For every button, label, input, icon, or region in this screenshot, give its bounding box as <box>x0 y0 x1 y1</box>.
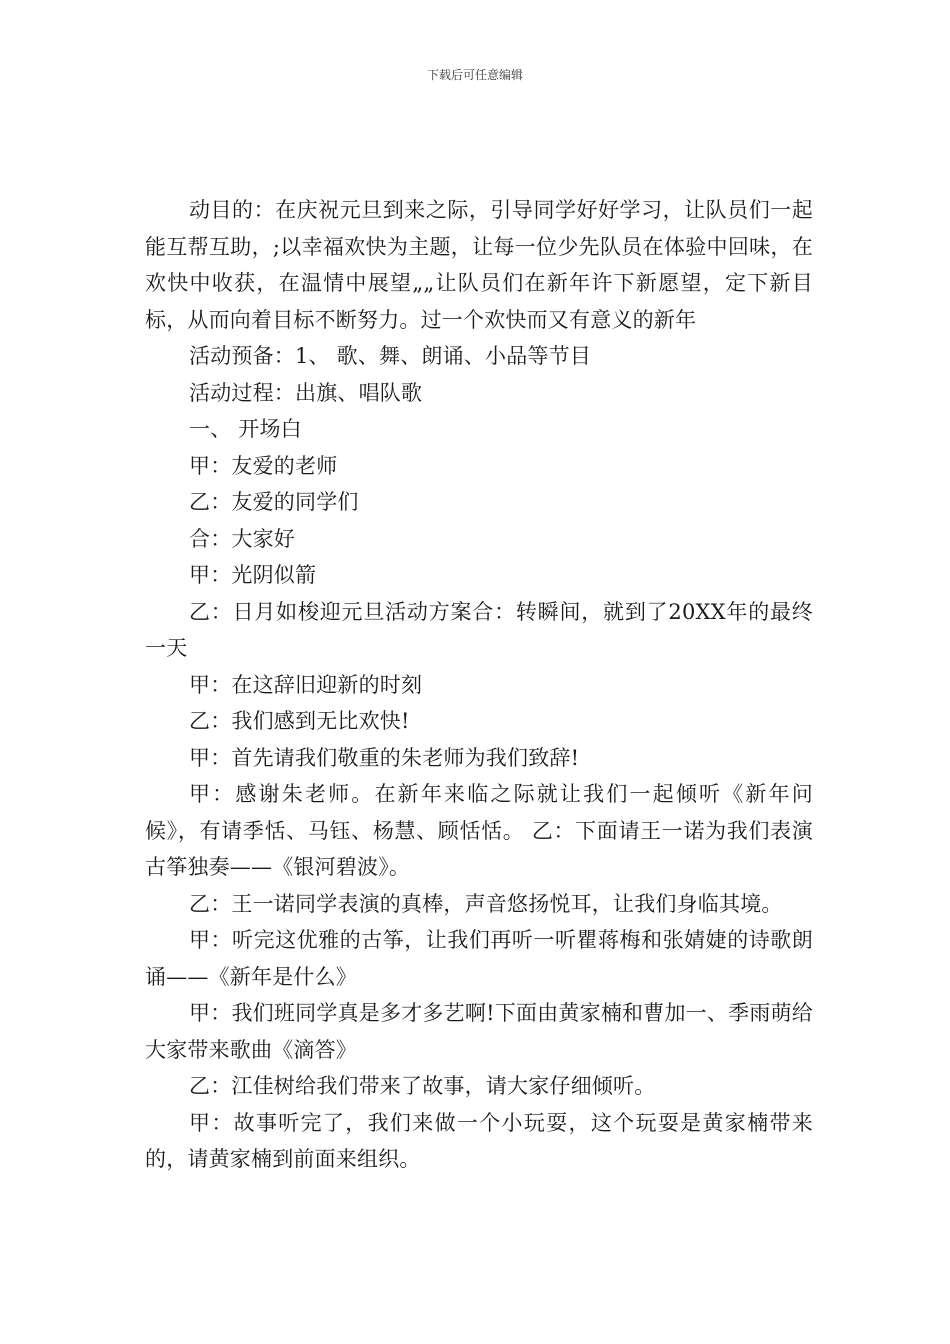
paragraph-preparation: 活动预备：1、 歌、舞、朗诵、小品等节目 <box>189 344 592 368</box>
paragraph-dialogue-line: 乙：王一诺同学表演的真棒，声音悠扬悦耳，让我们身临其境。 <box>189 891 783 916</box>
paragraph-dialogue-line: 甲：感谢朱老师。在新年来临之际就让我们一起倾听《新年问候》，有请季恬、马钰、杨慧、顾恬恬。 乙：下面请王一诺为我们表演古筝独奏——《银河碧波》。 <box>145 782 813 879</box>
paragraph-dialogue-line: 甲：在这辞旧迎新的时刻 <box>189 672 423 697</box>
paragraph-dialogue-line: 甲：我们班同学真是多才多艺啊!下面由黄家楠和曹加一、季雨萌给大家带来歌曲《滴答》 <box>145 1001 813 1062</box>
paragraph-dialogue-line: 甲：故事听完了，我们来做一个小玩耍，这个玩耍是黄家楠带来的，请黄家楠到前面来组织。 <box>145 1110 813 1171</box>
paragraph-dialogue-line: 甲：光阴似箭 <box>189 563 317 587</box>
paragraph-dialogue-line: 甲：听完这优雅的古筝，让我们再听一听瞿蒋梅和张婧婕的诗歌朗诵——《新年是什么》 <box>145 928 813 989</box>
paragraph-opening-heading: 一、 开场白 <box>189 417 302 441</box>
paragraph-dialogue-line: 甲：友爱的老师 <box>189 453 338 478</box>
paragraph-dialogue-line: 乙：我们感到无比欢快! <box>189 709 410 733</box>
paragraph-dialogue-line: 甲：首先请我们敬重的朱老师为我们致辞! <box>189 745 580 770</box>
paragraph-purpose: 动目的：在庆祝元旦到来之际，引导同学好好学习，让队员们一起能互帮互助，;以幸福欢快为主题，让每一位少先队员在体验中回味，在欢快中收获，在温情中展望„„让队员们在新年许下新愿望，定下新目标，从而向着目标不断努力。过一个欢快而又有意义的新年 <box>145 198 813 332</box>
document-body <box>145 192 813 1178</box>
paragraph-dialogue-line: 乙：江佳树给我们带来了故事，请大家仔细倾听。 <box>189 1074 656 1098</box>
page-header-note: 下载后可任意编辑 <box>426 68 523 82</box>
paragraph-dialogue-line: 合：大家好 <box>189 526 295 551</box>
paragraph-dialogue-line: 乙：友爱的同学们 <box>189 490 359 514</box>
paragraph-process: 活动过程：出旗、唱队歌 <box>189 380 423 405</box>
paragraph-dialogue-line: 乙：日月如梭迎元旦活动方案合：转瞬间，就到了20XX年的最终一天 <box>145 599 813 660</box>
